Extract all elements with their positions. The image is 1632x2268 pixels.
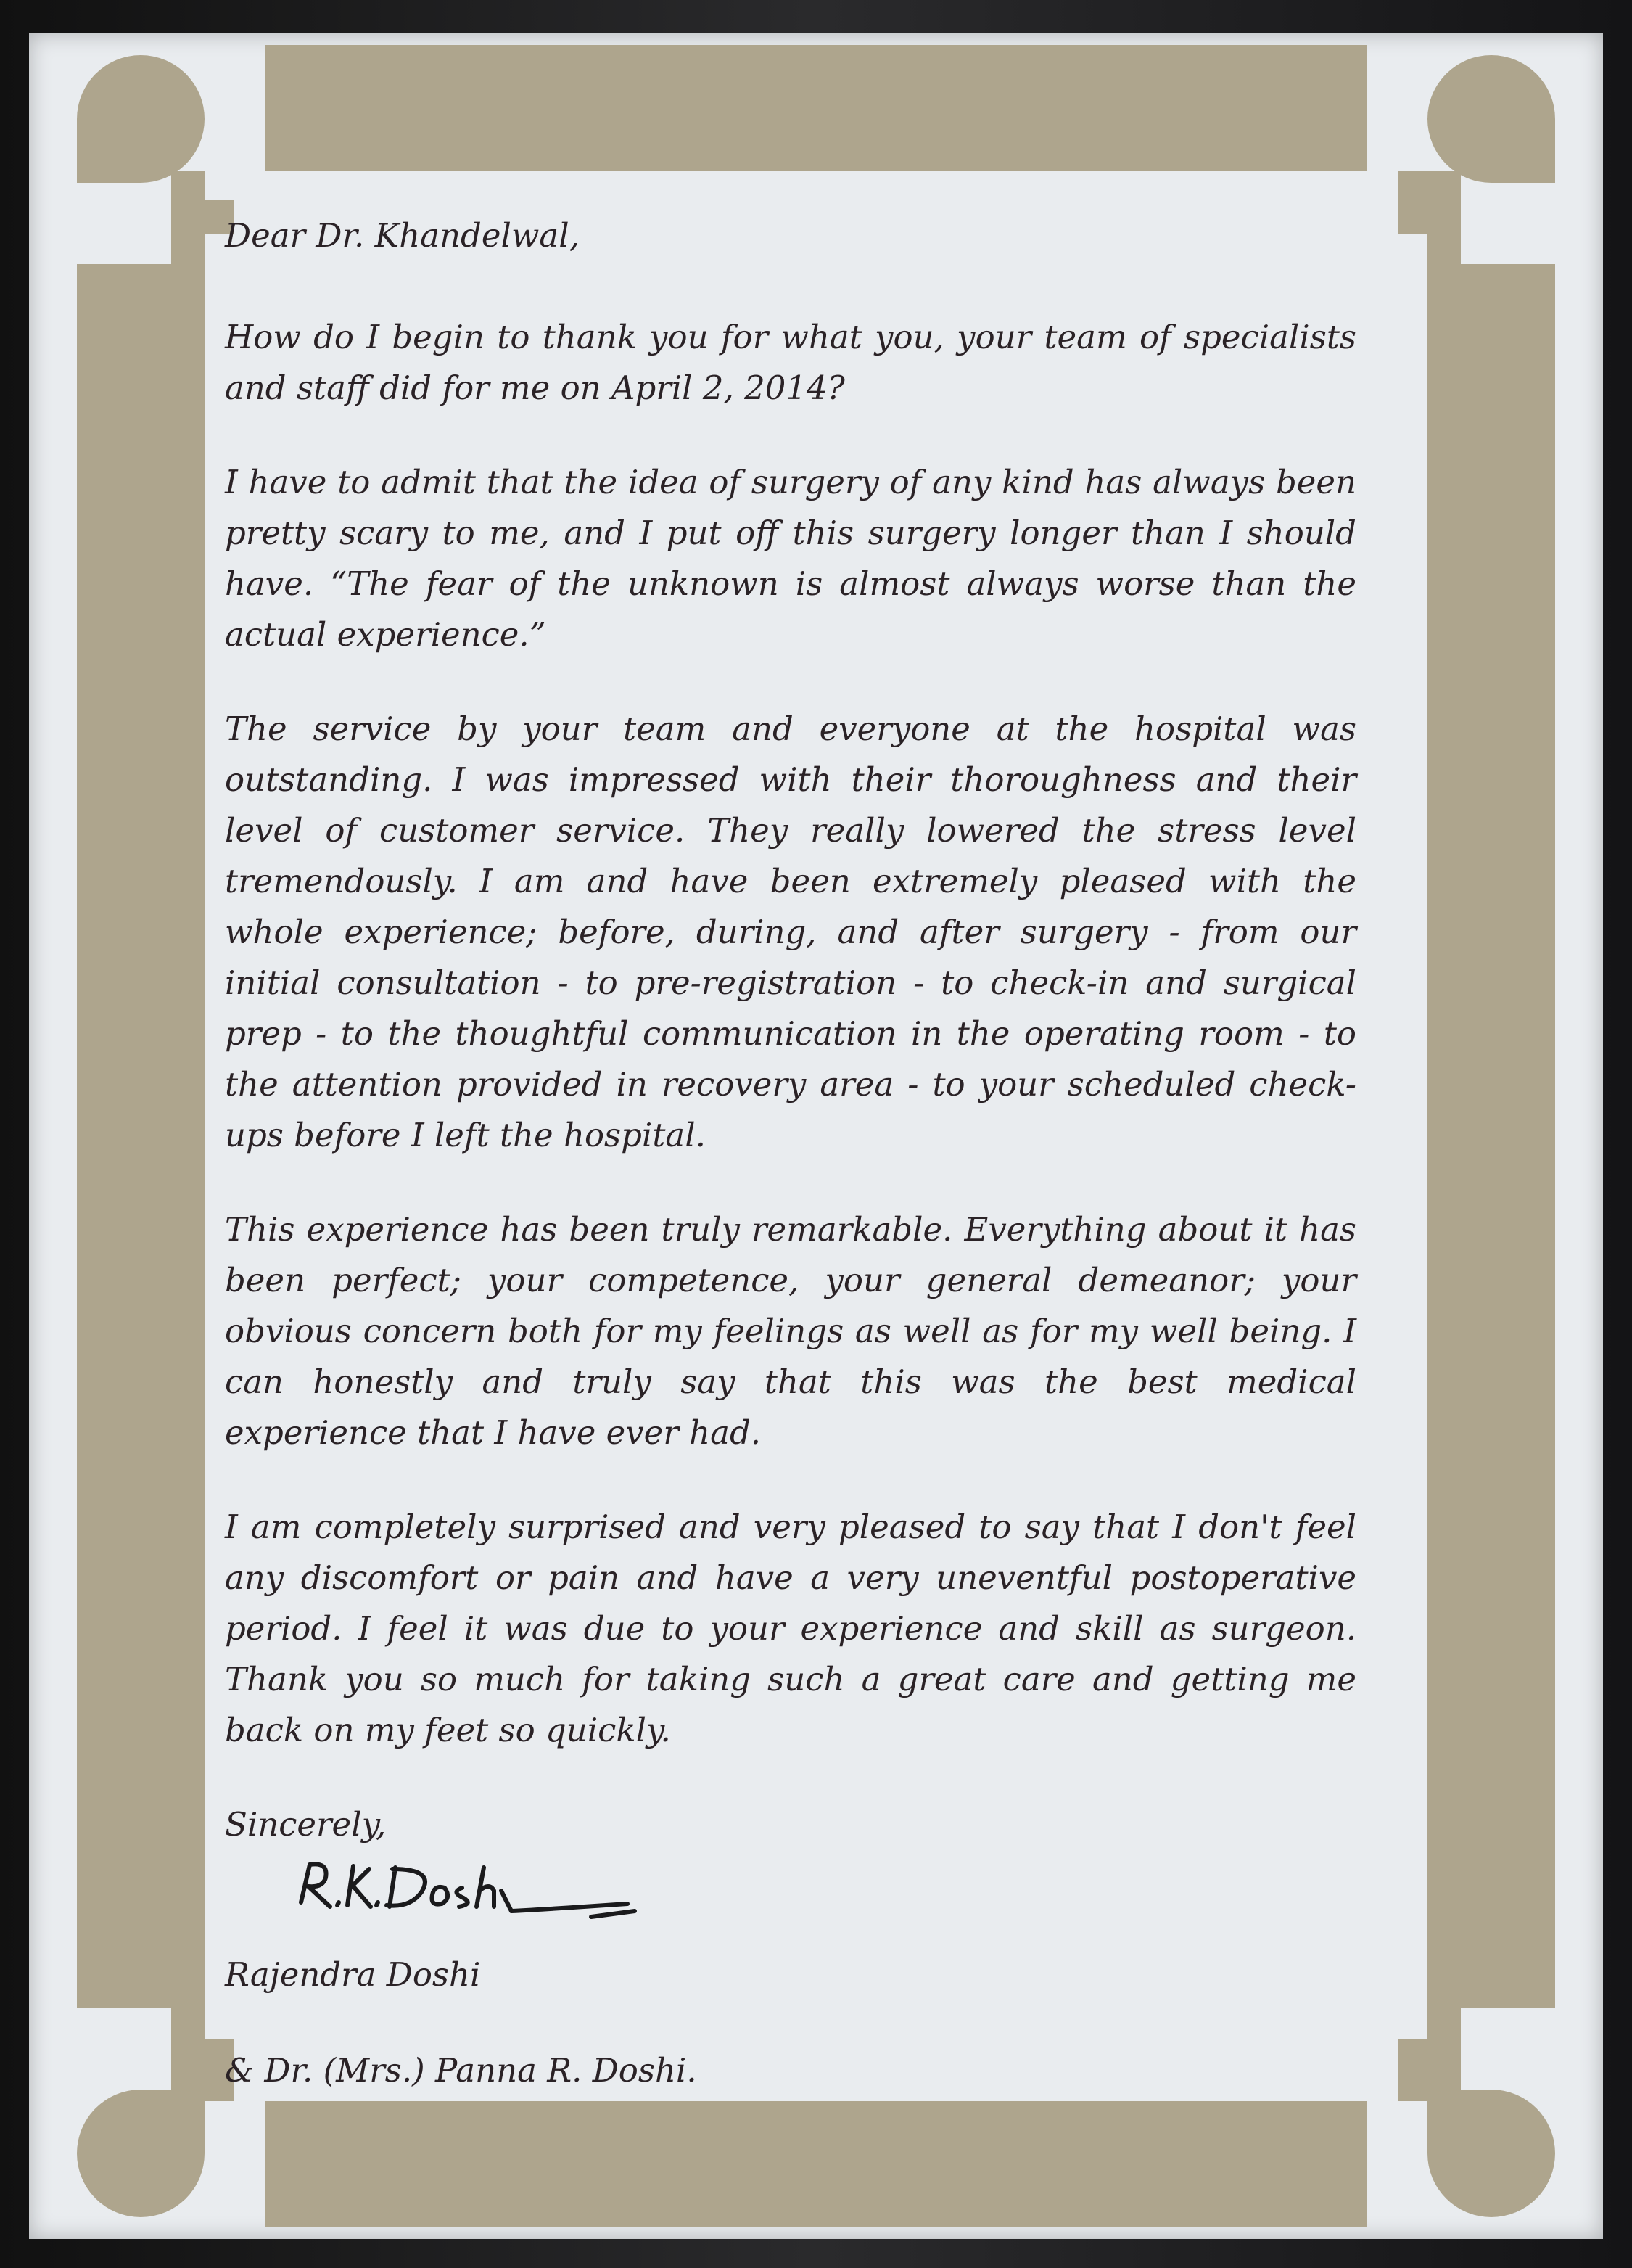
letter-paragraph: This experience has been truly remarkable. Everything about it has been perfect; your competence, your general demeanor; your obvious concern both for my feelings as well as for my well being. I can honestly and truly say that this was the best medical experience that I have ever had. [225, 1210, 1356, 1452]
checker-square [171, 234, 205, 264]
border-right-bar [1427, 264, 1555, 2008]
letter-salutation: Dear Dr. Khandelwal, [225, 216, 580, 255]
corner-ornament-bottom-left [77, 2090, 205, 2217]
checker-square [1427, 234, 1461, 264]
corner-ornament-bottom-right [1427, 2090, 1555, 2217]
co-signer-name: & Dr. (Mrs.) Panna R. Doshi. [225, 2051, 697, 2090]
border-left-bar [77, 264, 205, 2008]
letter-paragraph: I have to admit that the idea of surgery of any kind has always been pretty scary to me, and I put off this surgery longer than I should have. “The fear of the unknown is almost always worse than the actual experience.” [225, 463, 1356, 654]
handwritten-signature [294, 1850, 642, 1930]
corner-ornament-top-right [1427, 55, 1555, 183]
checker-square [1427, 2008, 1461, 2039]
letter-paragraph: I am completely surprised and very pleased to say that I don't feel any discomfort or pain and have a very uneventful postoperative period. I feel it was due to your experience and skill as surgeon. Thank you so much for taking such a great care and getting me back on my feet so quickly. [225, 1508, 1356, 1749]
corner-ornament-top-left [77, 55, 205, 183]
checker-square [1398, 171, 1461, 234]
letter-closing: Sincerely, [225, 1805, 387, 1844]
letter-paragraph: The service by your team and everyone at the hospital was outstanding. I was impressed with their thoroughness and their level of customer service. They really lowered the stress level tremendously. I am and have been extremely pleased with the whole experience; before, during, and after surgery - from our initial consultation - to pre-registration - to check-in and surgical prep - to the thoughtful communication in the operating room - to the attention provided in recovery area - to your scheduled check-ups before I left the hospital. [225, 710, 1356, 1154]
checker-square [171, 2008, 205, 2039]
checker-square [205, 171, 265, 200]
signer-name: Rajendra Doshi [225, 1955, 481, 1994]
letter-paragraph: How do I begin to thank you for what you, your team of specialists and staff did for me on April 2, 2014? [225, 318, 1356, 407]
border-top-bar [265, 45, 1367, 171]
checker-square [1398, 2039, 1461, 2101]
